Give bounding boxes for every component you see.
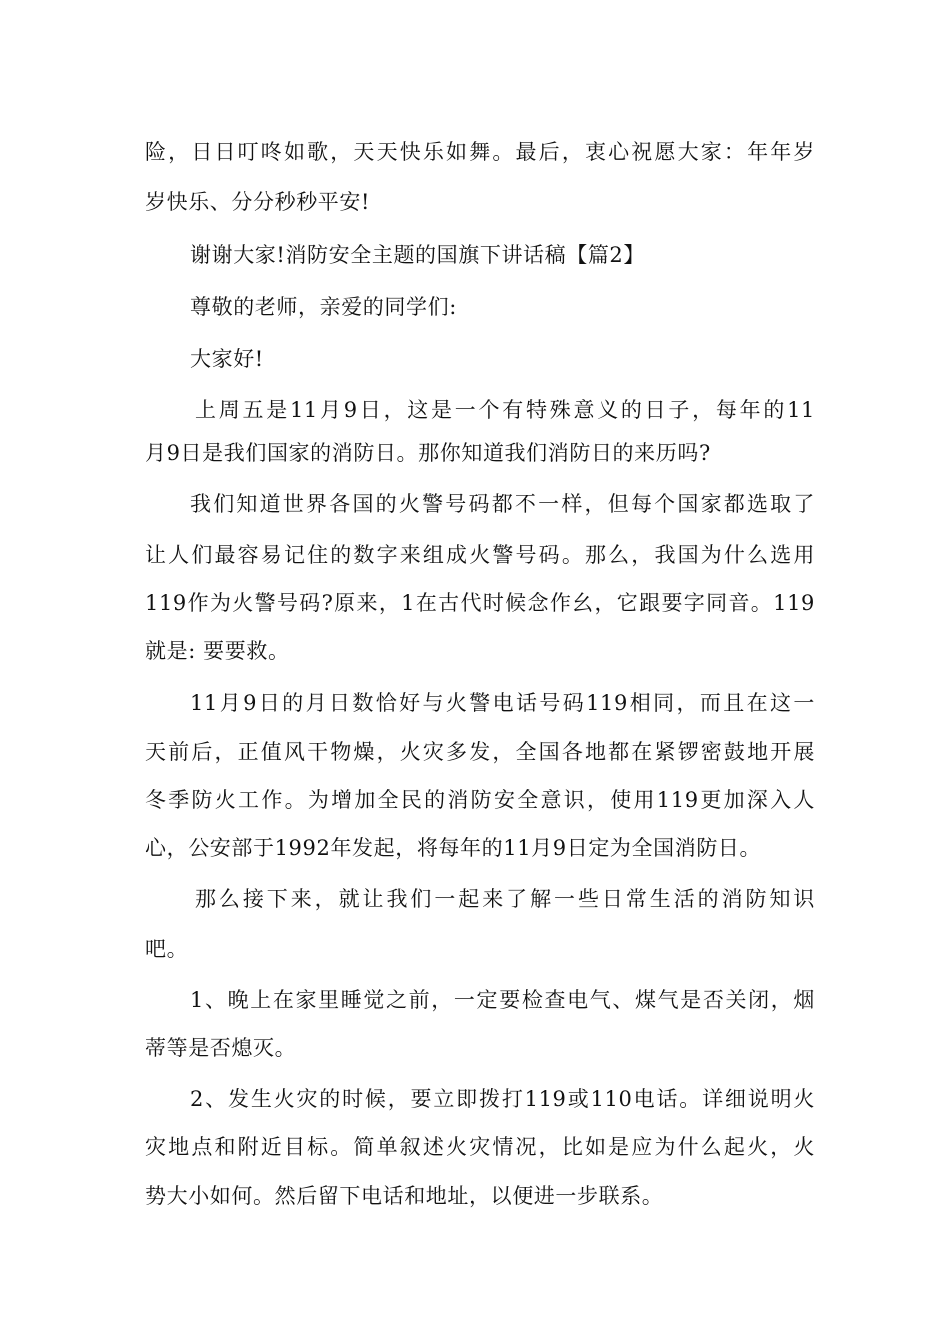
text-line: 冬季防火工作。为增加全民的消防安全意识，使用119更加深入人 [145,788,815,812]
section-heading: 谢谢大家!消防安全主题的国旗下讲话稿【篇2】 [190,243,645,267]
text-line: 吧。 [145,937,189,961]
list-item: 2、发生火灾的时候，要立即拨打119或110电话。详细说明火 [190,1087,815,1111]
text-line: 灾地点和附近目标。简单叙述火灾情况，比如是应为什么起火，火 [145,1135,815,1159]
greeting: 大家好! [190,347,264,371]
text-line: 就是: 要要救。 [145,639,290,663]
text-line: 119作为火警号码?原来，1在古代时候念作幺，它跟要字同音。119 [145,591,815,615]
text-line: 那么接下来，就让我们一起来了解一些日常生活的消防知识 [195,887,815,911]
text-line: 险，日日叮咚如歌，天天快乐如舞。最后，衷心祝愿大家：年年岁 [145,140,815,164]
list-item: 1、晚上在家里睡觉之前，一定要检查电气、煤气是否关闭，烟 [190,988,815,1012]
salutation: 尊敬的老师，亲爱的同学们: [190,295,457,319]
text-line: 蒂等是否熄灭。 [145,1036,297,1060]
text-line: 月9日是我们国家的消防日。那你知道我们消防日的来历吗? [145,441,711,465]
text-line: 让人们最容易记住的数字来组成火警号码。那么，我国为什么选用 [145,543,815,567]
text-line: 11月9日的月日数恰好与火警电话号码119相同，而且在这一 [190,691,815,715]
text-line: 岁快乐、分分秒秒平安! [145,190,371,214]
text-line: 势大小如何。然后留下电话和地址，以便进一步联系。 [145,1184,664,1208]
text-line: 我们知道世界各国的火警号码都不一样，但每个国家都选取了 [190,492,815,516]
text-line: 心，公安部于1992年发起，将每年的11月9日定为全国消防日。 [145,836,762,860]
text-line: 天前后，正值风干物燥，火灾多发，全国各地都在紧锣密鼓地开展 [145,740,815,764]
text-line: 上周五是11月9日，这是一个有特殊意义的日子，每年的11 [195,398,815,422]
